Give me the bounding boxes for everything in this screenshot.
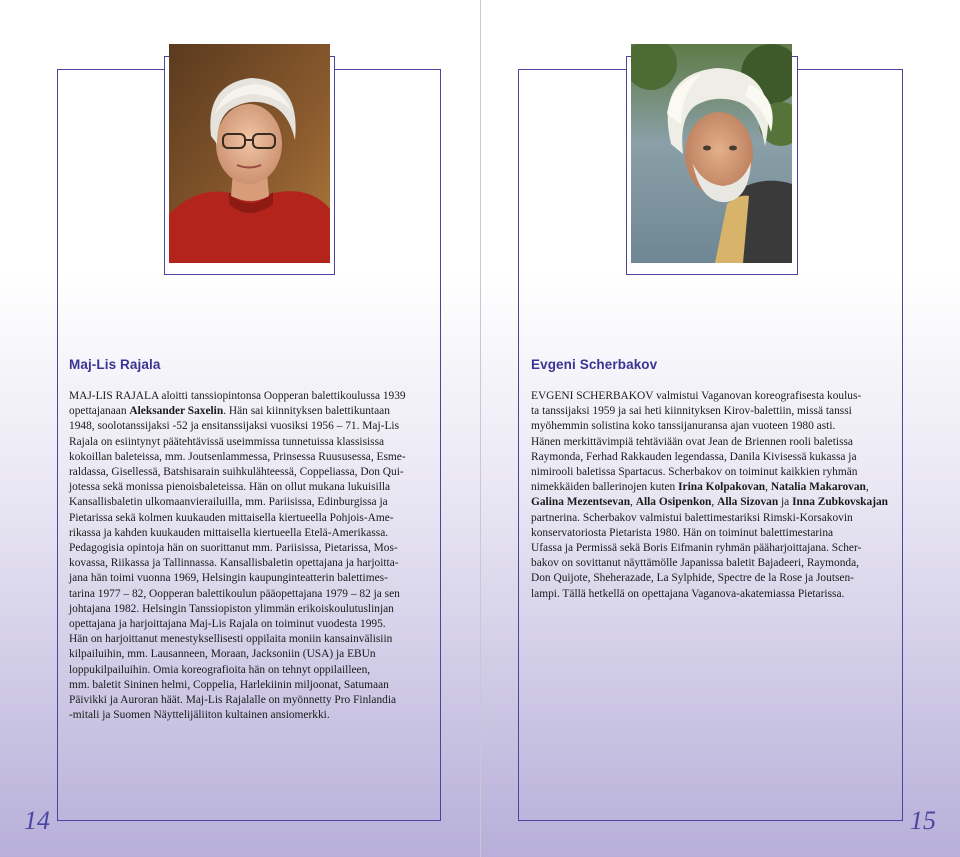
- bio-line: lampi. Tällä hetkellä on opettajana Vaganova-akatemiassa Pietarissa.: [531, 587, 845, 600]
- bio-line: Päivikki ja Auroran häät. Maj-Lis Rajalalle on myönnetty Pro Finlandia: [69, 694, 397, 707]
- bio-line: tarina 1977 – 82, Oopperan balettikoulun pääopettajana 1979 – 82 ja sen: [69, 587, 400, 600]
- bio-line: Hän on harjoittanut menestyksellisesti oppilaita moniin kansainvälisiin: [69, 633, 393, 646]
- bio-line: mm. baletit Sininen helmi, Coppelia, Harlekiinin miljoonat, Satumaan: [69, 678, 389, 691]
- bio-line: MAJ-LIS RAJALA aloitti tanssiopintonsa Oopperan balettikoulussa 1939: [69, 390, 406, 402]
- bio-line: Kansallisbaletin ulkomaanvierailuilla, mm. Pariisissa, Edinburgissa ja: [69, 496, 388, 509]
- person-name-heading: Maj-Lis Rajala: [69, 357, 161, 372]
- bio-line: opettajana ja harjoittajana Maj-Lis Rajala on toiminut vuodesta 1995.: [69, 618, 386, 631]
- bio-line: nimirooli baletissa Spartacus. Scherbakov on toiminut kaikkien ryhmän: [531, 466, 858, 479]
- bio-line: kokoillan baleteissa, mm. Joutsenlammessa, Prinsessa Ruususessa, Esme-: [69, 450, 406, 463]
- bio-line: Ufassa ja Permissä sekä Boris Eifmanin ryhmän pääharjoittajana. Scher-: [531, 542, 862, 555]
- page-number: 14: [24, 806, 50, 835]
- page-right: [481, 0, 960, 857]
- bio-line: konservatoriosta Pietarista 1980. Hän on toiminut balettimestarina: [531, 526, 834, 539]
- bio-line: Raymonda, Ferhad Rakkauden legendassa, Danila Kivisessä kukassa ja: [531, 450, 857, 463]
- bio-line: jotessa sekä monissa pienoisbaleteissa. Hän on ollut mukana lukuisilla: [69, 481, 391, 494]
- bio-line: 1948, soolotanssijaksi -52 ja ensitanssijaksi vuosiksi 1956 – 71. Maj-Lis: [69, 420, 400, 433]
- bio-line: loppukilpailuihin. Omia koreografioita hän on tehnyt oppilailleen,: [69, 663, 371, 676]
- person-biography: [531, 389, 893, 602]
- bio-line: bakov on sovittanut näyttämölle Japanissa baletit Bajadeeri, Raymonda,: [531, 557, 860, 570]
- person-name-heading: Evgeni Scherbakov: [531, 357, 658, 372]
- bio-line: Pietarissa sekä kolmen kuukauden mittaisella kiertueella Pohjois-Ame-: [69, 511, 394, 524]
- bio-line: partnerina. Scherbakov valmistui balettimestariksi Rimski-Korsakovin: [531, 511, 853, 524]
- bio-line: myöhemmin solistina koko tanssijanuransa ajan vuoteen 1980 asti.: [531, 420, 836, 433]
- bio-line: opettajanaan Aleksander Saxelin. Hän sai kiinnityksen balettikuntaan: [69, 405, 390, 418]
- bio-line: jana hän toimi vuonna 1969, Helsingin kaupunginteatterin balettimes-: [69, 572, 388, 585]
- portrait-photo-maj-lis-rajala: [169, 44, 330, 263]
- bio-line: raldassa, Gisellessä, Batshisarain suihkulähteessä, Coppeliassa, Don Qui-: [69, 466, 404, 479]
- portrait-photo-evgeni-scherbakov: [631, 44, 792, 263]
- bio-line: Pedagogisia opintoja hän on suorittanut mm. Pariisissa, Pietarissa, Mos-: [69, 542, 398, 555]
- bio-line: Rajala on esiintynyt päätehtävissä useimmissa tunnetuissa klassisissa: [69, 435, 385, 448]
- bio-line: Don Quijote, Sheherazade, La Sylphide, Spectre de la Rose ja Joutsen-: [531, 572, 854, 585]
- bio-line: Galina Mezentsevan, Alla Osipenkon, Alla Sizovan ja Inna Zubkovskajan: [531, 496, 889, 509]
- bio-line: kilpailuihin, mm. Lausanneen, Moraan, Jacksoniin (USA) ja EBUn: [69, 648, 376, 661]
- bio-line: nimekkäiden ballerinojen kuten Irina Kolpakovan, Natalia Makarovan,: [531, 481, 869, 494]
- bio-line: -mitali ja Suomen Näyttelijäliiton kultainen ansiomerkki.: [69, 709, 330, 722]
- bio-line: Hänen merkittävimpiä tehtäviään ovat Jean de Briennen rooli baletissa: [531, 435, 853, 448]
- bio-line: johtajana 1982. Helsingin Tanssiopiston ylimmän erikoiskoulutuslinjan: [69, 602, 394, 615]
- person-biography: [69, 389, 431, 723]
- bio-line: rikassa ja kahden kuukauden mittaisella kiertueella Etelä-Amerikassa.: [69, 526, 389, 539]
- bio-line: EVGENI SCHERBAKOV valmistui Vaganovan koreografisesta koulus-: [531, 390, 862, 402]
- bio-line: kovassa, Riikassa ja Tallinnassa. Kansallisbaletin opettajana ja harjoitta-: [69, 557, 399, 570]
- page-number: 15: [910, 806, 936, 835]
- bio-line: ta tanssijaksi 1959 ja sai heti kiinnityksen Kirov-balettiin, missä tanssi: [531, 405, 852, 418]
